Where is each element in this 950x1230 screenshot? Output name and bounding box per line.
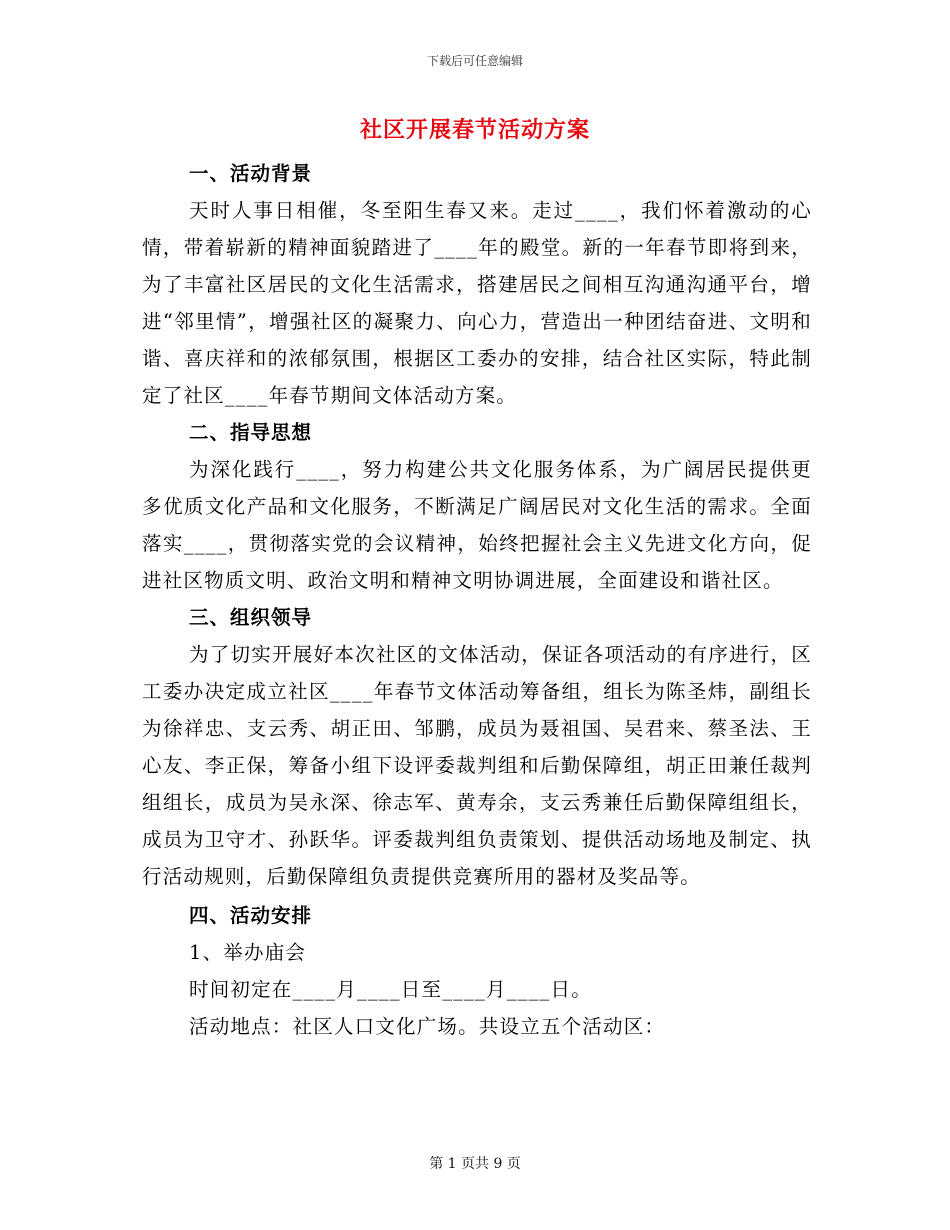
activity-item-temple-fair: 1、举办庙会	[189, 941, 307, 964]
section-heading-guiding-ideology: 二、指导思想	[189, 421, 313, 444]
page-footer-page-number: 第 1 页共 9 页	[429, 1156, 521, 1172]
page-header-note: 下载后可任意编辑	[426, 54, 523, 68]
background-paragraph: 天时人事日相催，冬至阳生春又来。走过____，我们怀着激动的心情，带着崭新的精神面貌踏进了____年的殿堂。新的一年春节即将到来，为了丰富社区居民的文化生活需求，搭建居民之间相互沟通沟通平台，增进“邻里情”，增强社区的凝聚力、向心力，营造出一种团结奋进、文明和谐、喜庆祥和的浓郁氛围，根据区工委办的安排，结合社区实际，特此制定了社区____年春节期间文体活动方案。	[142, 199, 812, 407]
activity-time-line: 时间初定在____月____日至____月____日。	[189, 978, 592, 1001]
document-body	[142, 155, 812, 1045]
section-heading-organization: 三、组织领导	[189, 606, 313, 629]
section-heading-activity-plan: 四、活动安排	[189, 904, 313, 927]
guiding-ideology-paragraph: 为深化践行____，努力构建公共文化服务体系，为广阔居民提供更多优质文化产品和文化服务，不断满足广阔居民对文化生活的需求。全面落实____，贯彻落实党的会议精神，始终把握社会主义先进文化方向，促进社区物质文明、政治文明和精神文明协调进展，全面建设和谐社区。	[142, 458, 812, 592]
section-heading-background: 一、活动背景	[189, 162, 313, 185]
document-title: 社区开展春节活动方案	[359, 117, 590, 143]
organization-paragraph: 为了切实开展好本次社区的文体活动，保证各项活动的有序进行，区工委办决定成立社区____年春节文体活动筹备组，组长为陈圣炜，副组长为徐祥忠、支云秀、胡正田、邹鹏，成员为聂祖国、吴君来、蔡圣法、王心友、李正保，筹备小组下设评委裁判组和后勤保障组，胡正田兼任裁判组组长，成员为吴永深、徐志军、黄寿余，支云秀兼任后勤保障组组长，成员为卫守才、孙跃华。评委裁判组负责策划、提供活动场地及制定、执行活动规则，后勤保障组负责提供竞赛所用的器材及奖品等。	[142, 643, 812, 888]
activity-location-line: 活动地点：社区人口文化广场。共设立五个活动区：	[189, 1015, 666, 1038]
